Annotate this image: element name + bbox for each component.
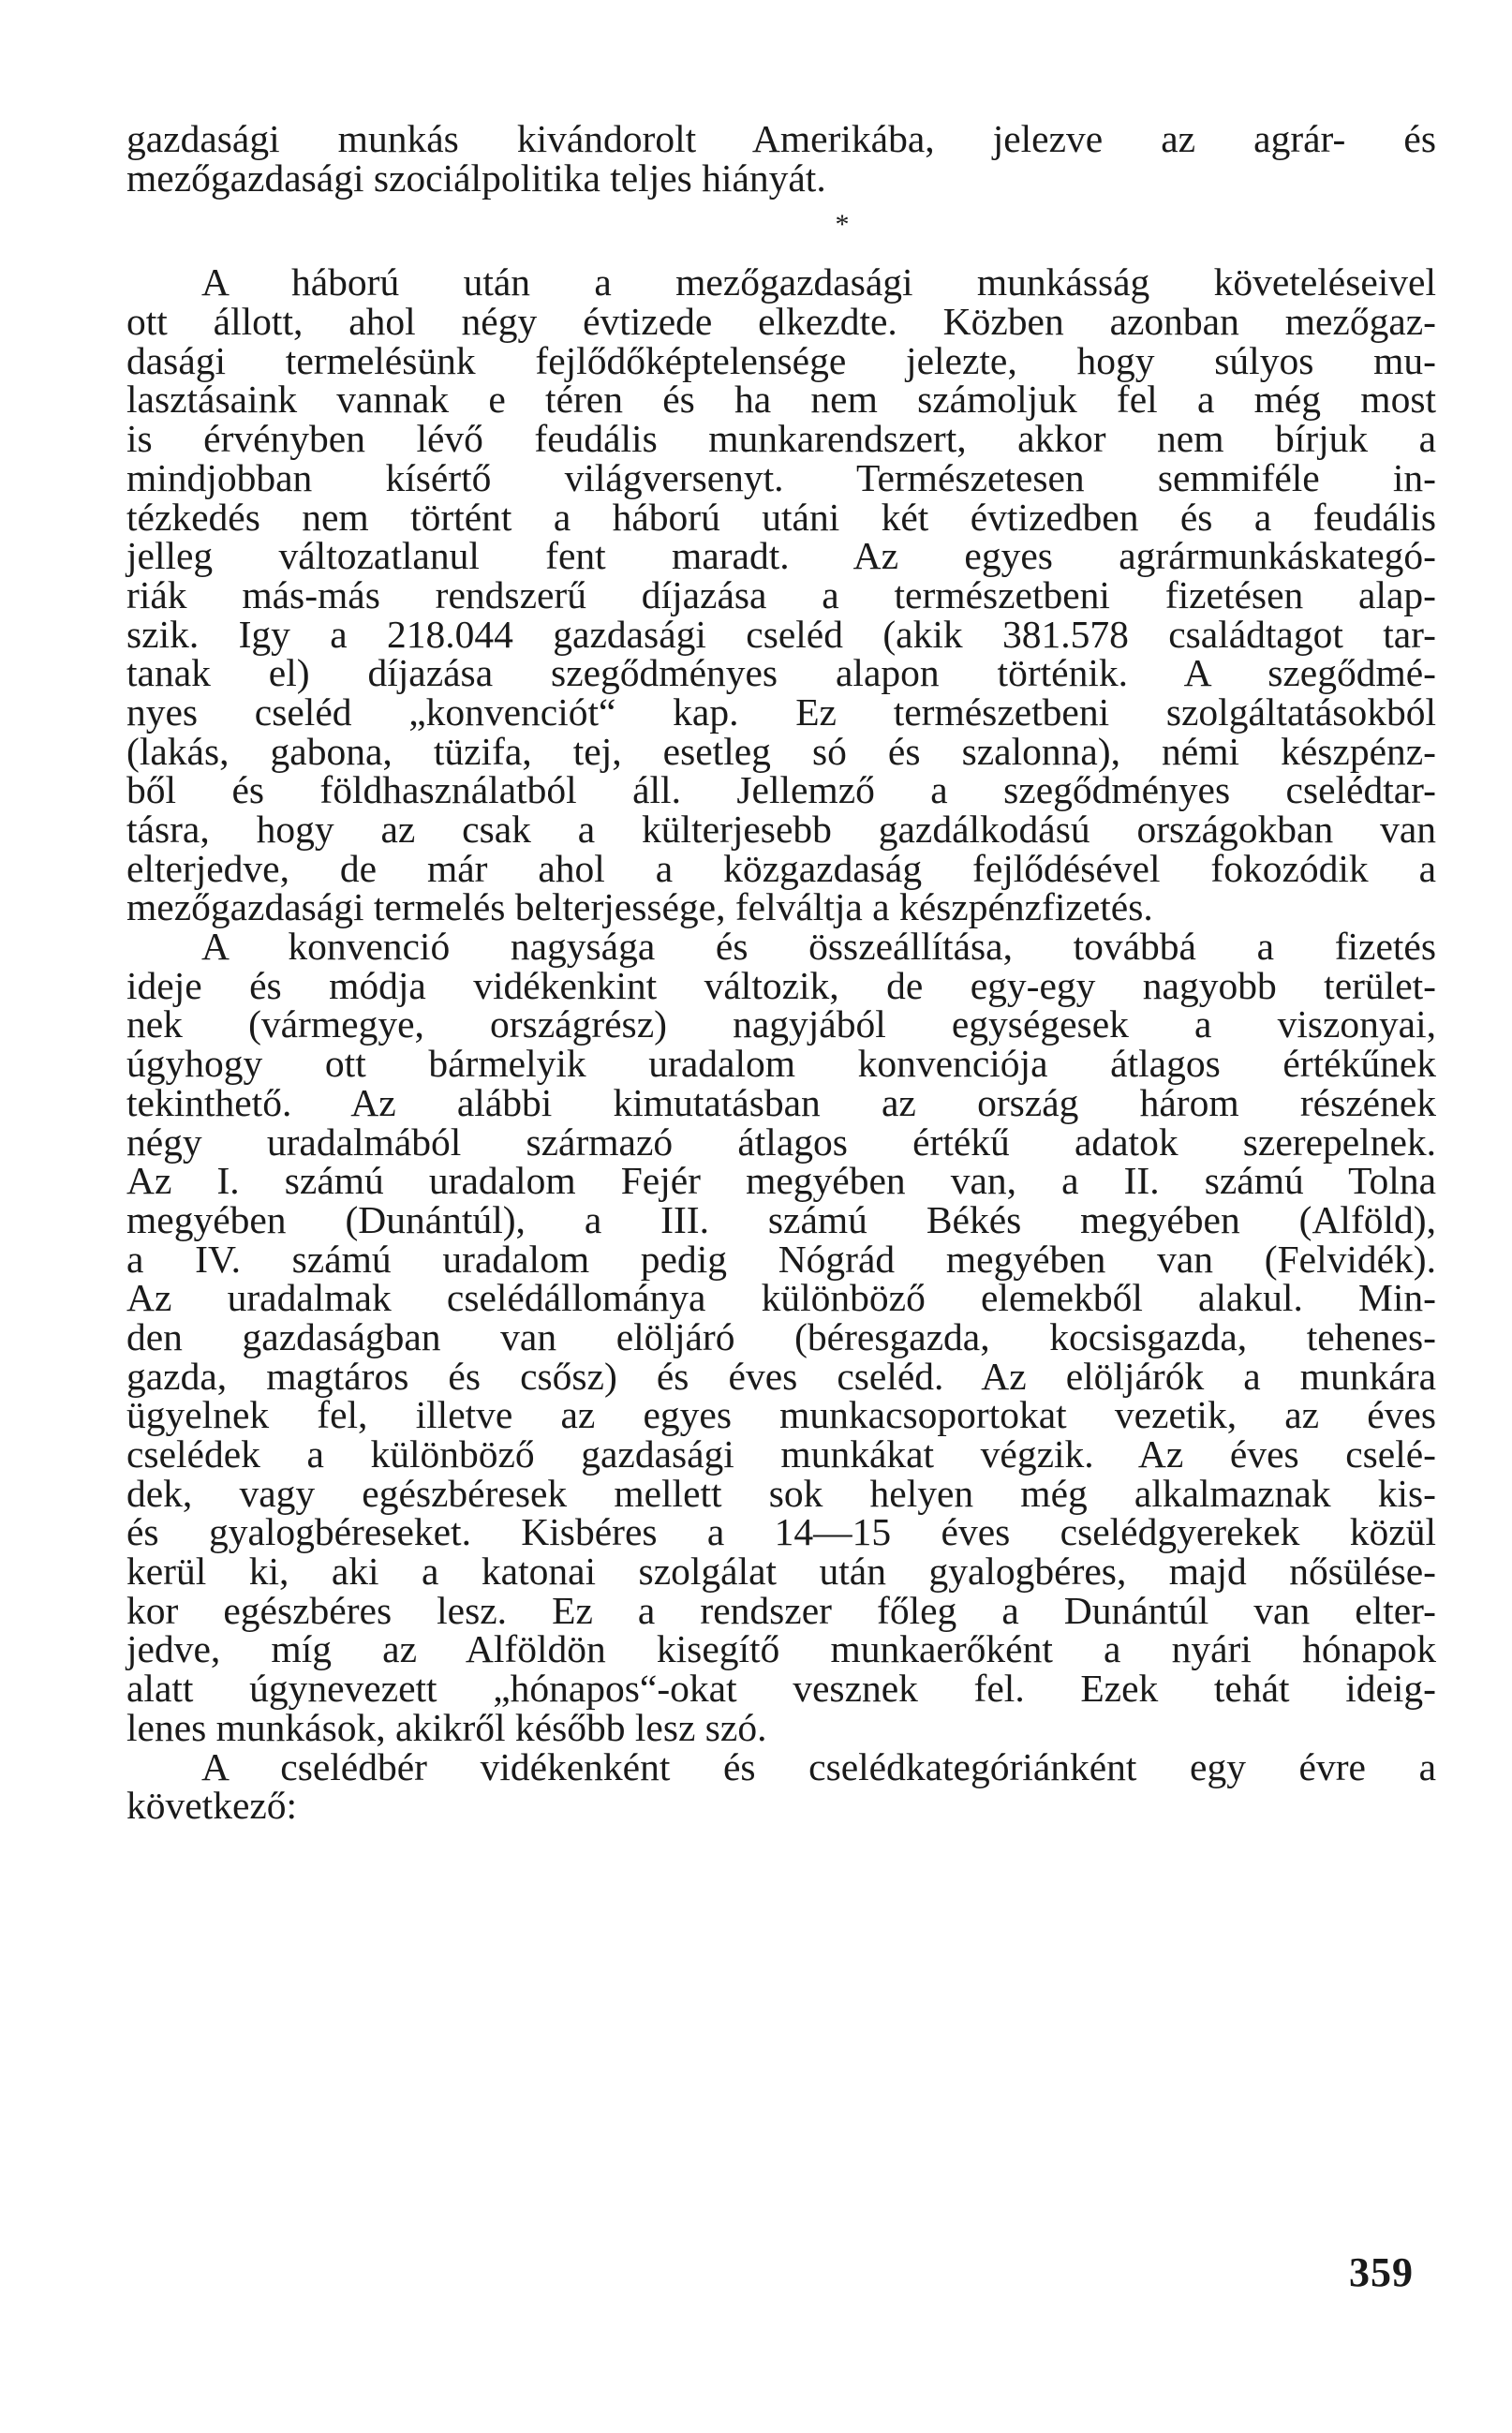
text-line: dek, vagy egészbéresek mellett sok helyen még alkalmaznak kis- bbox=[126, 1471, 1436, 1515]
text-line: ideje és módja vidékenkint változik, de egy-egy nagyobb terület- bbox=[126, 963, 1436, 1007]
text-line: cselédek a különböző gazdasági munkákat végzik. Az éves cselé- bbox=[126, 1432, 1436, 1476]
text-line: tézkedés nem történt a háború utáni két évtizedben és a feudális bbox=[126, 495, 1436, 539]
text-line: elterjedve, de már ahol a közgazdaság fejlődésével fokozódik a bbox=[126, 846, 1436, 890]
text-line: ügyelnek fel, illetve az egyes munkacsoportokat vezetik, az éves bbox=[126, 1393, 1436, 1437]
text-line: (lakás, gabona, tüzifa, tej, esetleg só és szalonna), némi készpénz- bbox=[126, 729, 1436, 773]
text-line: tásra, hogy az csak a külterjesebb gazdálkodású országokban van bbox=[126, 808, 1436, 851]
text-line: gazdasági munkás kivándorolt Amerikába, jelezve az agrár- és bbox=[126, 117, 1436, 160]
text-line: nek (vármegye, országrész) nagyjából egységesek a viszonyai, bbox=[126, 1002, 1436, 1046]
text-line: den gazdaságban van elöljáró (béresgazda, kocsisgazda, tehenes- bbox=[126, 1314, 1436, 1358]
paragraph-2 bbox=[126, 927, 1436, 1747]
text-line: alatt úgynevezett „hónapos“-okat vesznek fel. Ezek tehát ideig- bbox=[126, 1667, 1436, 1711]
text-line: ott állott, ahol négy évtizede elkezdte. Közben azonban mezőgaz- bbox=[126, 300, 1436, 344]
text-line: és gyalogbéreseket. Kisbéres a 14—15 éves cselédgyerekek közül bbox=[126, 1510, 1436, 1554]
text-line: a IV. számú uradalom pedig Nógrád megyében van (Felvidék). bbox=[126, 1237, 1436, 1281]
text-line: mezőgazdasági szociálpolitika teljes hiányát. bbox=[126, 156, 826, 200]
page-number: 359 bbox=[1349, 2249, 1414, 2295]
text-line: négy uradalmából származó átlagos értékű adatok szerepelnek. bbox=[126, 1120, 1436, 1164]
text-line: tekinthető. Az alábbi kimutatásban az ország három részének bbox=[126, 1080, 1436, 1124]
text-line: megyében (Dunántúl), a III. számú Békés megyében (Alföld), bbox=[126, 1197, 1436, 1241]
paragraph-3 bbox=[126, 1744, 1436, 1828]
text-line: jedve, míg az Alföldön kisegítő munkaerőként a nyári hónapok bbox=[126, 1627, 1436, 1671]
text-line: Az uradalmak cselédállománya különböző elemekből alakul. Min- bbox=[126, 1276, 1436, 1320]
text-line: tanak el) díjazása szegődményes alapon történik. A szegődmé- bbox=[126, 651, 1436, 695]
paragraph-1 bbox=[126, 260, 1436, 929]
text-line: A konvenció nagysága és összeállítása, továbbá a fizetés bbox=[201, 925, 1436, 969]
text-line: dasági termelésünk fejlődőképtelensége jelezte, hogy súlyos mu- bbox=[126, 338, 1436, 382]
text-line: riák más-más rendszerű díjazása a természetbeni fizetésen alap- bbox=[126, 572, 1436, 616]
text-line: úgyhogy ott bármelyik uradalom konvenciója átlagos értékűnek bbox=[126, 1042, 1436, 1086]
text-line: következő: bbox=[126, 1784, 298, 1828]
text-line: lasztásaink vannak e téren és ha nem számoljuk fel a még most bbox=[126, 378, 1436, 422]
text-line: A háború után a mezőgazdasági munkásság követeléseivel bbox=[201, 260, 1436, 304]
intro-paragraph bbox=[126, 117, 1436, 200]
text-line: nyes cseléd „konvenciót“ kap. Ez természetbeni szolgáltatásokból bbox=[126, 690, 1436, 734]
text-line: mindjobban kísértő világversenyt. Természetesen semmiféle in- bbox=[126, 455, 1436, 499]
section-separator: * bbox=[835, 209, 850, 241]
text-line: ből és földhasználatból áll. Jellemző a szegődményes cselédtar- bbox=[126, 768, 1436, 812]
text-line: jelleg változatlanul fent maradt. Az egyes agrármunkáskategó- bbox=[126, 534, 1436, 578]
text-line: lenes munkások, akikről később lesz szó. bbox=[126, 1705, 767, 1749]
text-line: Az I. számú uradalom Fejér megyében van, a II. számú Tolna bbox=[126, 1159, 1436, 1203]
text-line: szik. Igy a 218.044 gazdasági cseléd (akik 381.578 családtagot tar- bbox=[126, 612, 1436, 656]
text-line: A cselédbér vidékenként és cselédkategóriánként egy évre a bbox=[201, 1744, 1436, 1788]
text-line: mezőgazdasági termelés belterjessége, felváltja a készpénzfizetés. bbox=[126, 885, 1153, 929]
text-line: gazda, magtáros és csősz) és éves cseléd. Az elöljárók a munkára bbox=[126, 1354, 1436, 1398]
text-line: kor egészbéres lesz. Ez a rendszer főleg a Dunántúl van elter- bbox=[126, 1588, 1436, 1632]
text-line: kerül ki, aki a katonai szolgálat után gyalogbéres, majd nősülése- bbox=[126, 1550, 1436, 1594]
page-text bbox=[126, 117, 1436, 1828]
text-line: is érvényben lévő feudális munkarendszert, akkor nem bírjuk a bbox=[126, 417, 1436, 461]
